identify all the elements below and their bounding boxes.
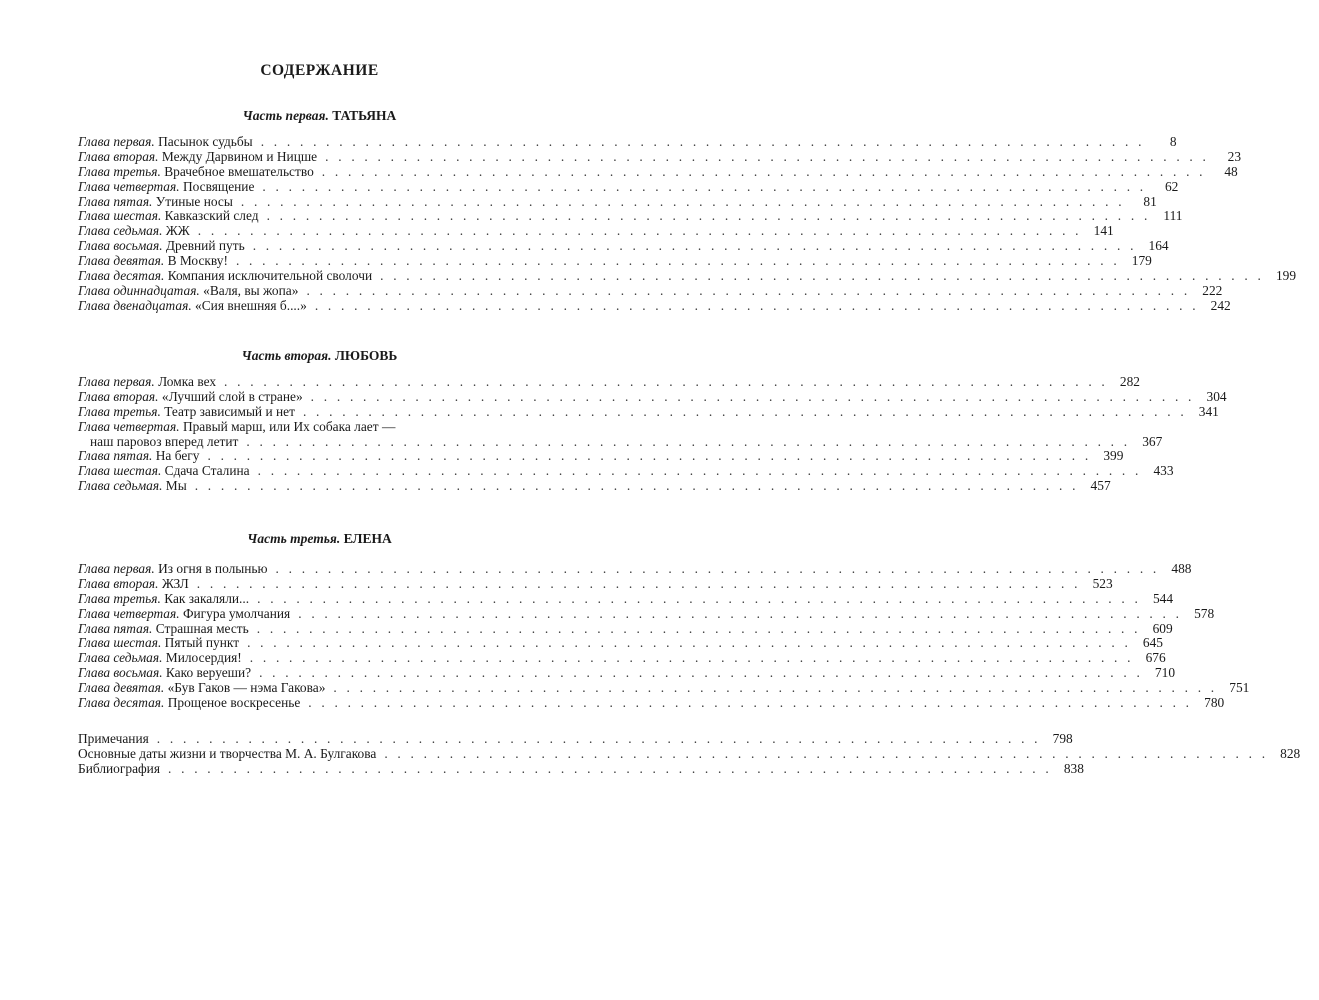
dot-leader [197, 577, 1081, 592]
page-number: 399 [1103, 448, 1124, 464]
page-title: СОДЕРЖАНИЕ [260, 62, 379, 79]
part-label: Часть первая. [242, 108, 329, 123]
page-number: 367 [1142, 433, 1163, 449]
chapter-title: Из огня в полынью [158, 561, 268, 576]
entry-text [78, 479, 187, 494]
page-number: 23 [1227, 148, 1242, 164]
page-number: 780 [1204, 695, 1225, 711]
dot-leader [259, 666, 1143, 681]
chapter-title: ЖЗЛ [161, 575, 189, 591]
page-number: 8 [1169, 134, 1177, 149]
page-number: 199 [1275, 268, 1297, 284]
chapter-title: «Валя, вы жопа» [203, 282, 299, 298]
toc-entry [78, 268, 1297, 284]
chapter-label: Глава первая. [78, 134, 155, 149]
toc-entry [78, 590, 1174, 607]
chapter-label: Глава вторая. [78, 388, 159, 404]
dot-leader [262, 180, 1146, 195]
chapter-label: Глава девятая. [78, 253, 165, 269]
chapter-label: Глава четвертая. [78, 418, 180, 434]
entry-text [78, 762, 160, 777]
chapter-label: Глава шестая. [78, 635, 162, 651]
entry-text [78, 732, 149, 747]
chapter-label: Глава пятая. [78, 193, 153, 209]
chapter-title: «Лучший слой в стране» [161, 388, 303, 404]
toc-entry [78, 193, 1157, 210]
toc-entry [78, 282, 1223, 299]
chapter-label: Глава пятая. [78, 448, 153, 464]
dot-leader [258, 464, 1142, 479]
toc-entry [78, 478, 1111, 494]
chapter-title: наш паровоз вперед летит [90, 433, 239, 449]
chapter-label: Глава пятая. [78, 620, 153, 636]
toc-entry [78, 635, 1163, 651]
entry-text [78, 180, 254, 195]
chapter-title: Театр зависимый и нет [164, 403, 295, 419]
entry-text [78, 269, 372, 284]
page-number: 141 [1093, 223, 1114, 239]
dot-leader [224, 375, 1108, 390]
appendix-list [78, 731, 1301, 777]
dot-leader [308, 696, 1192, 711]
toc-entry [78, 745, 1301, 762]
chapter-title: Пятый пункт [164, 635, 240, 651]
chapter-title: Фигура умолчания [182, 605, 291, 621]
toc-entry [78, 374, 1140, 390]
dot-leader [261, 135, 1145, 150]
page-number: 676 [1145, 650, 1166, 666]
dot-leader [384, 747, 1268, 762]
chapter-label: Глава седьмая. [78, 478, 163, 494]
chapter-label: Глава первая. [78, 561, 155, 576]
dot-leader [241, 195, 1125, 210]
chapter-label: Глава четвертая. [78, 605, 180, 621]
entry-text [78, 405, 295, 420]
page-number: 488 [1171, 561, 1192, 576]
page-number: 645 [1142, 635, 1163, 651]
page-number: 81 [1143, 193, 1157, 209]
toc-entry [78, 420, 570, 435]
chapter-label: Глава двенадцатая. [78, 297, 192, 313]
chapter-label: Глава десятая. [78, 695, 165, 711]
chapter-title: Как закаляли... [164, 590, 250, 606]
toc-entry [78, 208, 1183, 224]
entry-text [78, 165, 314, 180]
toc-entry [78, 448, 1124, 464]
toc-entry [78, 297, 1231, 314]
chapter-title: Врачебное вмешательство [164, 163, 314, 179]
chapter-label: Глава первая. [78, 374, 155, 389]
entry-text [78, 666, 251, 681]
entry-text [78, 135, 253, 150]
entry-text [78, 239, 245, 254]
chapter-title: Компания исключительной сволочи [167, 268, 373, 284]
chapter-title: В Москву! [167, 253, 228, 269]
chapter-label: Глава вторая. [78, 575, 159, 591]
page-number: 457 [1090, 478, 1111, 494]
toc-entry [78, 134, 1177, 150]
chapter-label: Глава восьмая. [78, 238, 163, 254]
chapter-label: Глава вторая. [78, 148, 159, 164]
page-number: 341 [1198, 403, 1219, 419]
page-number: 433 [1153, 463, 1174, 479]
dot-leader [198, 224, 1082, 239]
page-number: 304 [1206, 388, 1227, 404]
chapter-label: Глава четвертая. [78, 178, 180, 194]
page-number: 828 [1280, 745, 1301, 761]
dot-leader [247, 636, 1131, 651]
entry-text [78, 577, 189, 592]
toc-entry [78, 403, 1219, 420]
entry-text [78, 681, 325, 696]
chapter-title: Пасынок судьбы [158, 134, 253, 149]
dot-leader [250, 651, 1134, 666]
dot-leader [168, 762, 1052, 777]
part-name: ТАТЬЯНА [332, 108, 397, 123]
entry-text [78, 375, 216, 390]
part-heading [0, 348, 639, 364]
toc-entry [78, 620, 1173, 637]
page-number: 179 [1131, 253, 1152, 269]
toc-entry [78, 223, 1114, 239]
entry-text [78, 636, 239, 651]
chapter-list [78, 561, 1250, 711]
toc-entry [78, 388, 1227, 405]
page-number: 164 [1148, 238, 1169, 254]
chapter-title: Посвящение [182, 178, 255, 194]
dot-leader [311, 390, 1195, 405]
entry-text [78, 592, 249, 607]
entry-text [90, 435, 238, 450]
chapter-title: Страшная месть [155, 620, 249, 636]
chapter-title: Утиные носы [155, 193, 233, 209]
toc-entry [78, 665, 1176, 681]
chapter-list [78, 134, 1297, 314]
toc-entry [78, 463, 1174, 479]
dot-leader [253, 239, 1137, 254]
entry-text [78, 254, 228, 269]
dot-leader [333, 681, 1217, 696]
toc-entry [78, 253, 1152, 269]
entry-text [78, 299, 307, 314]
part-label: Часть вторая. [241, 348, 332, 363]
chapter-label: Глава шестая. [78, 463, 162, 479]
chapter-label: Глава третья. [78, 403, 161, 419]
toc-entry [78, 238, 1169, 254]
page-number: 523 [1092, 575, 1113, 591]
toc-entry [78, 680, 1250, 696]
dot-leader [267, 209, 1151, 224]
toc-entry [78, 178, 1179, 195]
chapter-title: Библиография [78, 760, 161, 776]
dot-leader [246, 435, 1130, 450]
dot-leader [322, 165, 1206, 180]
chapter-label: Глава одиннадцатая. [78, 282, 200, 298]
chapter-label: Глава шестая. [78, 208, 162, 224]
chapter-label: Глава седьмая. [78, 650, 163, 666]
chapter-title: ЖЖ [165, 223, 190, 239]
entry-text [78, 209, 259, 224]
part-label: Часть третья. [247, 531, 341, 546]
chapter-label: Глава девятая. [78, 680, 165, 696]
chapter-title: Ломка вех [158, 374, 217, 389]
entry-text [78, 420, 395, 435]
chapter-label: Глава седьмая. [78, 223, 163, 239]
chapter-label: Глава третья. [78, 163, 161, 179]
chapter-title: Како веруеши? [165, 665, 252, 681]
part-heading [0, 531, 639, 547]
page-number: 609 [1152, 620, 1173, 636]
chapter-title: Кавказский след [164, 208, 259, 224]
chapter-title: Примечания [78, 731, 149, 746]
toc-entry [78, 163, 1238, 180]
page-number: 282 [1119, 374, 1140, 389]
page-number: 578 [1194, 605, 1215, 621]
page-number: 62 [1164, 178, 1179, 194]
dot-leader [236, 254, 1120, 269]
entry-text [78, 390, 303, 405]
toc-entry [78, 148, 1242, 165]
toc-entry [78, 605, 1215, 622]
chapter-title: Основные даты жизни и творчества М. А. Булгакова [78, 745, 377, 761]
dot-leader [276, 562, 1160, 577]
dot-leader [298, 607, 1182, 622]
toc-entry [78, 695, 1225, 711]
toc-entry [78, 731, 1073, 747]
page-number: 222 [1202, 282, 1223, 298]
dot-leader [195, 479, 1079, 494]
chapter-label: Глава восьмая. [78, 665, 163, 681]
chapter-label: Глава третья. [78, 590, 161, 606]
dot-leader [380, 269, 1264, 284]
chapter-title: Милосердия! [165, 650, 242, 666]
chapter-title: Сдача Сталина [164, 463, 250, 479]
entry-text [78, 464, 250, 479]
page-number: 242 [1210, 297, 1231, 313]
chapter-title: Мы [165, 478, 187, 494]
page-number: 544 [1152, 590, 1174, 606]
dot-leader [207, 449, 1091, 464]
chapter-title: Между Дарвином и Ницше [161, 148, 318, 164]
chapter-title: Правый марш, или Их собака лает — [182, 418, 396, 434]
page-number: 798 [1052, 731, 1073, 746]
page-number: 111 [1163, 208, 1183, 224]
entry-text [78, 284, 298, 299]
page-number: 838 [1063, 760, 1084, 776]
toc-entry [78, 433, 1163, 450]
part-name: ЛЮБОВЬ [334, 348, 398, 363]
entry-text [78, 562, 268, 577]
dot-leader [325, 150, 1209, 165]
chapter-title: «Був Гаков — нэма Гакова» [167, 680, 326, 696]
entry-text [78, 607, 290, 622]
dot-leader [303, 405, 1187, 420]
entry-text [78, 747, 376, 762]
page-number: 751 [1229, 680, 1250, 696]
entry-text [78, 150, 317, 165]
entry-text [78, 651, 242, 666]
toc-entry [78, 760, 1084, 777]
part-heading [0, 108, 639, 124]
page-number: 48 [1224, 163, 1238, 179]
entry-text [78, 622, 249, 637]
toc-entry [78, 575, 1113, 592]
chapter-title: На бегу [155, 448, 200, 464]
dot-leader [306, 284, 1190, 299]
toc-entry [78, 561, 1192, 577]
chapter-title: «Сия внешняя б....» [195, 297, 307, 313]
part-name: ЕЛЕНА [343, 531, 392, 546]
dot-leader [257, 622, 1141, 637]
entry-text [78, 449, 199, 464]
chapter-label: Глава десятая. [78, 268, 165, 284]
dot-leader [257, 592, 1141, 607]
entry-text [78, 224, 190, 239]
entry-text [78, 195, 233, 210]
dot-leader [315, 299, 1199, 314]
chapter-title: Прощеное воскресенье [167, 695, 301, 711]
toc-entry [78, 650, 1166, 666]
chapter-title: Древний путь [165, 238, 245, 254]
entry-text [78, 696, 300, 711]
chapter-list [78, 374, 1227, 494]
page-number: 710 [1154, 665, 1176, 681]
dot-leader [157, 732, 1041, 747]
